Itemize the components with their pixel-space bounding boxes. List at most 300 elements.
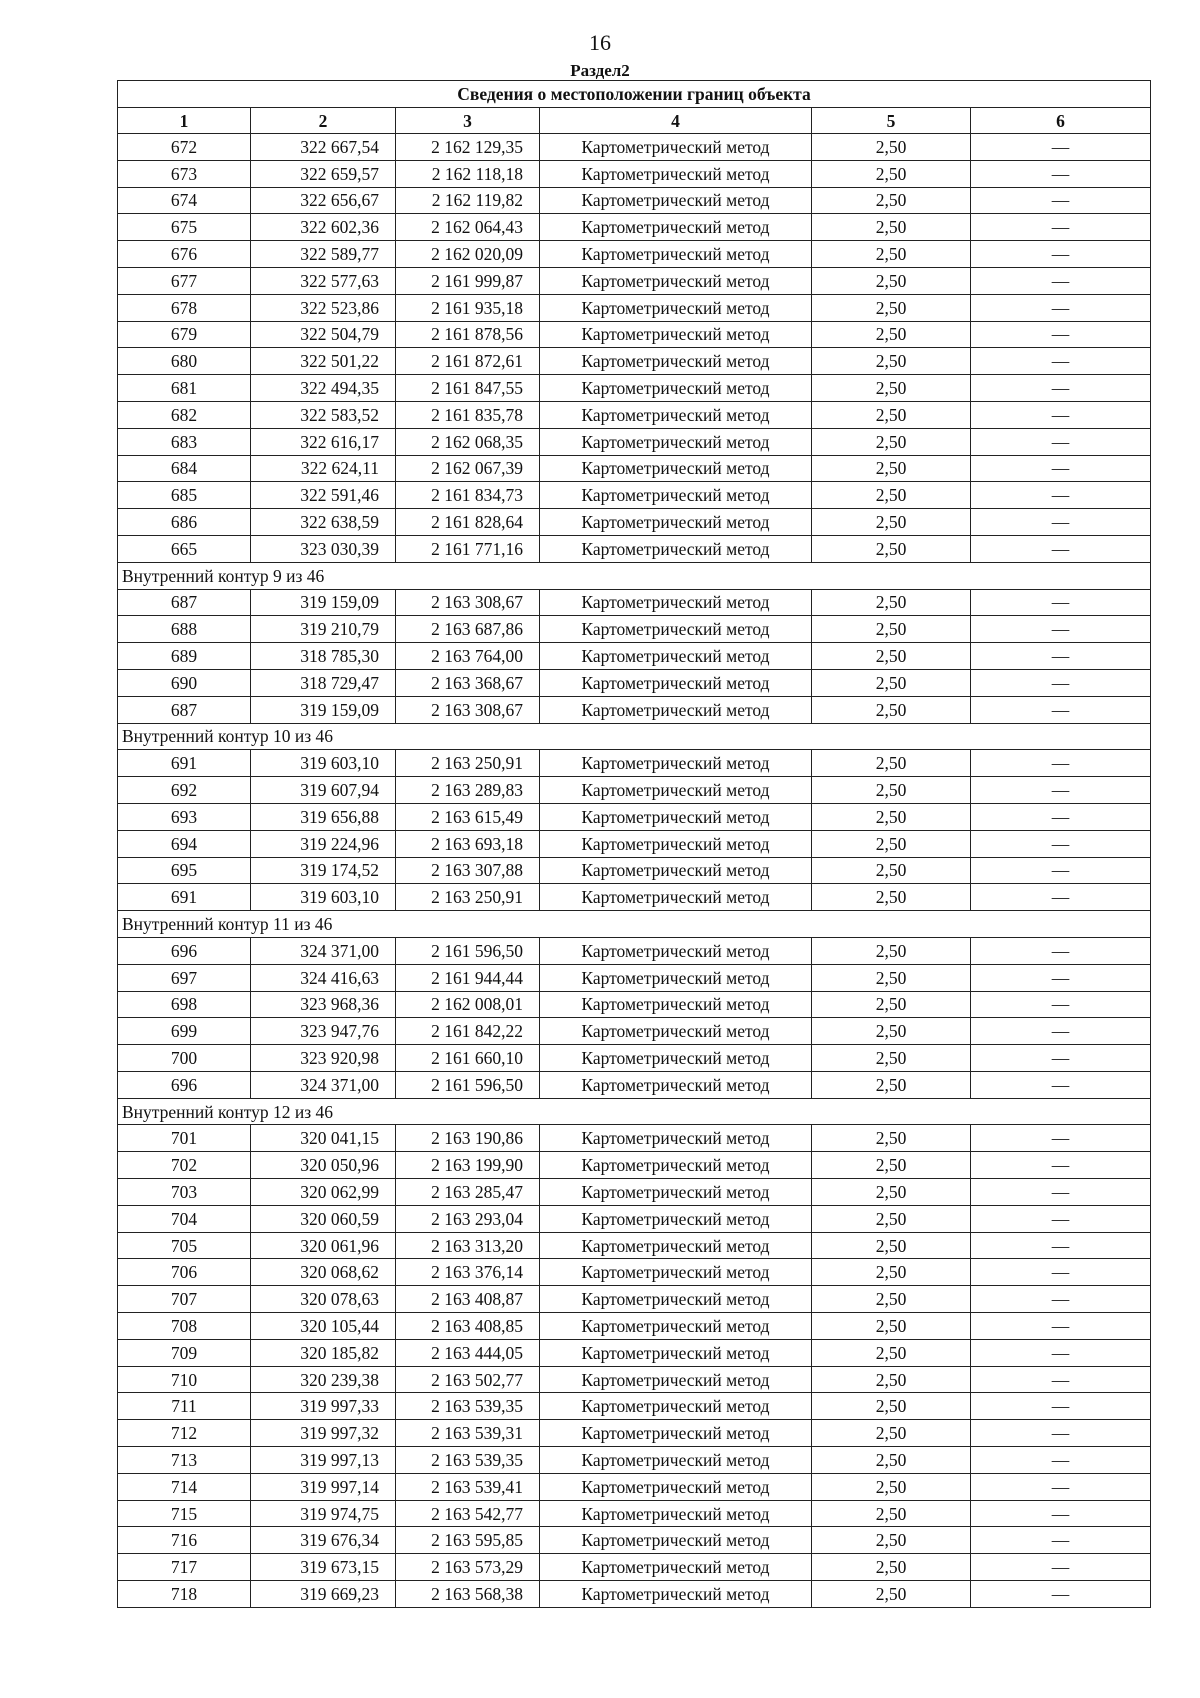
description-cell: — xyxy=(971,1152,1151,1179)
method-cell: Картометрический метод xyxy=(540,964,812,991)
method-cell: Картометрический метод xyxy=(540,1554,812,1581)
coordinate-x-cell: 320 068,62 xyxy=(251,1259,396,1286)
description-cell: — xyxy=(971,1447,1151,1474)
point-number-cell: 687 xyxy=(118,589,251,616)
coordinate-y-cell: 2 162 068,35 xyxy=(396,428,540,455)
coordinate-y-cell: 2 161 835,78 xyxy=(396,401,540,428)
description-cell: — xyxy=(971,884,1151,911)
coordinate-x-cell: 319 997,14 xyxy=(251,1473,396,1500)
coordinate-x-cell: 322 602,36 xyxy=(251,214,396,241)
accuracy-cell: 2,50 xyxy=(812,1473,971,1500)
table-row xyxy=(118,669,1151,696)
coordinate-y-cell: 2 163 573,29 xyxy=(396,1554,540,1581)
point-number-cell: 690 xyxy=(118,669,251,696)
accuracy-cell: 2,50 xyxy=(812,509,971,536)
accuracy-cell: 2,50 xyxy=(812,1286,971,1313)
coordinate-x-cell: 319 159,09 xyxy=(251,589,396,616)
method-cell: Картометрический метод xyxy=(540,375,812,402)
coordinate-y-cell: 2 163 190,86 xyxy=(396,1125,540,1152)
table-row xyxy=(118,348,1151,375)
description-cell: — xyxy=(971,241,1151,268)
table-row xyxy=(118,1179,1151,1206)
table-row xyxy=(118,1339,1151,1366)
coordinate-x-cell: 319 603,10 xyxy=(251,884,396,911)
method-cell: Картометрический метод xyxy=(540,1018,812,1045)
method-cell: Картометрический метод xyxy=(540,1339,812,1366)
method-cell: Картометрический метод xyxy=(540,1420,812,1447)
point-number-cell: 706 xyxy=(118,1259,251,1286)
description-cell: — xyxy=(971,643,1151,670)
coordinate-y-cell: 2 161 878,56 xyxy=(396,321,540,348)
section-title: Раздел2 xyxy=(570,61,630,80)
coordinate-x-cell: 319 669,23 xyxy=(251,1581,396,1608)
accuracy-cell: 2,50 xyxy=(812,937,971,964)
coordinate-x-cell: 322 577,63 xyxy=(251,267,396,294)
coordinate-y-cell: 2 161 847,55 xyxy=(396,375,540,402)
column-number-row xyxy=(118,108,1151,134)
description-cell: — xyxy=(971,1232,1151,1259)
page-number: 16 xyxy=(589,30,611,55)
accuracy-cell: 2,50 xyxy=(812,857,971,884)
coordinate-x-cell: 324 371,00 xyxy=(251,1071,396,1098)
accuracy-cell: 2,50 xyxy=(812,1232,971,1259)
method-cell: Картометрический метод xyxy=(540,777,812,804)
coordinate-x-cell: 322 494,35 xyxy=(251,375,396,402)
accuracy-cell: 2,50 xyxy=(812,964,971,991)
contour-header-row xyxy=(118,1098,1151,1125)
description-cell: — xyxy=(971,1473,1151,1500)
description-cell: — xyxy=(971,428,1151,455)
accuracy-cell: 2,50 xyxy=(812,455,971,482)
description-cell: — xyxy=(971,1339,1151,1366)
coordinate-x-cell: 322 616,17 xyxy=(251,428,396,455)
description-cell: — xyxy=(971,187,1151,214)
accuracy-cell: 2,50 xyxy=(812,294,971,321)
accuracy-cell: 2,50 xyxy=(812,1393,971,1420)
table-row xyxy=(118,1500,1151,1527)
contour-header-row xyxy=(118,723,1151,750)
table-row xyxy=(118,1581,1151,1608)
point-number-cell: 707 xyxy=(118,1286,251,1313)
contour-label: Внутренний контур 10 из 46 xyxy=(118,723,1151,750)
column-number: 4 xyxy=(540,108,812,134)
coordinate-y-cell: 2 161 828,64 xyxy=(396,509,540,536)
accuracy-cell: 2,50 xyxy=(812,160,971,187)
column-number: 6 xyxy=(971,108,1151,134)
coordinate-y-cell: 2 161 660,10 xyxy=(396,1045,540,1072)
accuracy-cell: 2,50 xyxy=(812,535,971,562)
coordinate-x-cell: 322 667,54 xyxy=(251,134,396,161)
point-number-cell: 699 xyxy=(118,1018,251,1045)
accuracy-cell: 2,50 xyxy=(812,1045,971,1072)
description-cell: — xyxy=(971,509,1151,536)
point-number-cell: 711 xyxy=(118,1393,251,1420)
description-cell: — xyxy=(971,160,1151,187)
description-cell: — xyxy=(971,455,1151,482)
point-number-cell: 714 xyxy=(118,1473,251,1500)
method-cell: Картометрический метод xyxy=(540,1205,812,1232)
coordinate-x-cell: 319 607,94 xyxy=(251,777,396,804)
coordinate-y-cell: 2 163 502,77 xyxy=(396,1366,540,1393)
method-cell: Картометрический метод xyxy=(540,1447,812,1474)
description-cell: — xyxy=(971,1420,1151,1447)
point-number-cell: 687 xyxy=(118,696,251,723)
description-cell: — xyxy=(971,1179,1151,1206)
table-row xyxy=(118,696,1151,723)
point-number-cell: 712 xyxy=(118,1420,251,1447)
coordinate-y-cell: 2 163 285,47 xyxy=(396,1179,540,1206)
point-number-cell: 680 xyxy=(118,348,251,375)
description-cell: — xyxy=(971,964,1151,991)
description-cell: — xyxy=(971,616,1151,643)
accuracy-cell: 2,50 xyxy=(812,803,971,830)
method-cell: Картометрический метод xyxy=(540,1581,812,1608)
accuracy-cell: 2,50 xyxy=(812,134,971,161)
table-row xyxy=(118,187,1151,214)
point-number-cell: 718 xyxy=(118,1581,251,1608)
point-number-cell: 672 xyxy=(118,134,251,161)
method-cell: Картометрический метод xyxy=(540,1179,812,1206)
coordinate-y-cell: 2 163 539,31 xyxy=(396,1420,540,1447)
point-number-cell: 698 xyxy=(118,991,251,1018)
coordinate-x-cell: 322 501,22 xyxy=(251,348,396,375)
point-number-cell: 701 xyxy=(118,1125,251,1152)
column-number: 3 xyxy=(396,108,540,134)
point-number-cell: 697 xyxy=(118,964,251,991)
coordinate-x-cell: 320 060,59 xyxy=(251,1205,396,1232)
coordinate-y-cell: 2 162 008,01 xyxy=(396,991,540,1018)
method-cell: Картометрический метод xyxy=(540,535,812,562)
table-row xyxy=(118,643,1151,670)
coordinate-y-cell: 2 161 596,50 xyxy=(396,937,540,964)
point-number-cell: 677 xyxy=(118,267,251,294)
coordinate-x-cell: 323 030,39 xyxy=(251,535,396,562)
point-number-cell: 679 xyxy=(118,321,251,348)
coordinate-y-cell: 2 161 935,18 xyxy=(396,294,540,321)
method-cell: Картометрический метод xyxy=(540,589,812,616)
table-caption-row xyxy=(118,81,1151,108)
description-cell: — xyxy=(971,991,1151,1018)
coordinate-y-cell: 2 163 764,00 xyxy=(396,643,540,670)
coordinate-x-cell: 319 159,09 xyxy=(251,696,396,723)
accuracy-cell: 2,50 xyxy=(812,777,971,804)
column-number: 1 xyxy=(118,108,251,134)
accuracy-cell: 2,50 xyxy=(812,1152,971,1179)
point-number-cell: 696 xyxy=(118,937,251,964)
coordinate-y-cell: 2 163 542,77 xyxy=(396,1500,540,1527)
description-cell: — xyxy=(971,375,1151,402)
description-cell: — xyxy=(971,1045,1151,1072)
table-row xyxy=(118,455,1151,482)
method-cell: Картометрический метод xyxy=(540,134,812,161)
table-row xyxy=(118,884,1151,911)
coordinate-x-cell: 319 676,34 xyxy=(251,1527,396,1554)
coordinate-y-cell: 2 163 444,05 xyxy=(396,1339,540,1366)
table-row xyxy=(118,803,1151,830)
table-row xyxy=(118,1045,1151,1072)
coordinate-x-cell: 322 591,46 xyxy=(251,482,396,509)
accuracy-cell: 2,50 xyxy=(812,401,971,428)
coordinate-y-cell: 2 162 118,18 xyxy=(396,160,540,187)
coordinate-y-cell: 2 161 999,87 xyxy=(396,267,540,294)
column-number: 2 xyxy=(251,108,396,134)
method-cell: Картометрический метод xyxy=(540,1259,812,1286)
point-number-cell: 684 xyxy=(118,455,251,482)
point-number-cell: 683 xyxy=(118,428,251,455)
point-number-cell: 696 xyxy=(118,1071,251,1098)
accuracy-cell: 2,50 xyxy=(812,321,971,348)
accuracy-cell: 2,50 xyxy=(812,482,971,509)
accuracy-cell: 2,50 xyxy=(812,428,971,455)
coordinate-y-cell: 2 163 539,41 xyxy=(396,1473,540,1500)
coordinate-x-cell: 320 185,82 xyxy=(251,1339,396,1366)
method-cell: Картометрический метод xyxy=(540,321,812,348)
contour-label: Внутренний контур 12 из 46 xyxy=(118,1098,1151,1125)
method-cell: Картометрический метод xyxy=(540,401,812,428)
method-cell: Картометрический метод xyxy=(540,187,812,214)
accuracy-cell: 2,50 xyxy=(812,643,971,670)
point-number-cell: 681 xyxy=(118,375,251,402)
table-row xyxy=(118,777,1151,804)
method-cell: Картометрический метод xyxy=(540,616,812,643)
point-number-cell: 705 xyxy=(118,1232,251,1259)
point-number-cell: 716 xyxy=(118,1527,251,1554)
accuracy-cell: 2,50 xyxy=(812,991,971,1018)
method-cell: Картометрический метод xyxy=(540,1125,812,1152)
table-row xyxy=(118,1259,1151,1286)
table-row xyxy=(118,991,1151,1018)
description-cell: — xyxy=(971,830,1151,857)
table-row xyxy=(118,937,1151,964)
coordinate-y-cell: 2 163 199,90 xyxy=(396,1152,540,1179)
accuracy-cell: 2,50 xyxy=(812,187,971,214)
coordinate-x-cell: 323 968,36 xyxy=(251,991,396,1018)
table-row xyxy=(118,428,1151,455)
coordinate-y-cell: 2 161 842,22 xyxy=(396,1018,540,1045)
table-row xyxy=(118,1286,1151,1313)
coordinate-x-cell: 319 974,75 xyxy=(251,1500,396,1527)
description-cell: — xyxy=(971,214,1151,241)
coordinate-y-cell: 2 162 020,09 xyxy=(396,241,540,268)
coordinate-x-cell: 318 785,30 xyxy=(251,643,396,670)
method-cell: Картометрический метод xyxy=(540,1366,812,1393)
coordinate-x-cell: 322 659,57 xyxy=(251,160,396,187)
coordinate-x-cell: 319 673,15 xyxy=(251,1554,396,1581)
description-cell: — xyxy=(971,669,1151,696)
description-cell: — xyxy=(971,857,1151,884)
description-cell: — xyxy=(971,803,1151,830)
method-cell: Картометрический метод xyxy=(540,160,812,187)
coordinate-y-cell: 2 163 693,18 xyxy=(396,830,540,857)
method-cell: Картометрический метод xyxy=(540,1500,812,1527)
coordinate-y-cell: 2 163 595,85 xyxy=(396,1527,540,1554)
point-number-cell: 678 xyxy=(118,294,251,321)
point-number-cell: 682 xyxy=(118,401,251,428)
contour-header-row xyxy=(118,562,1151,589)
contour-label: Внутренний контур 11 из 46 xyxy=(118,911,1151,938)
accuracy-cell: 2,50 xyxy=(812,1527,971,1554)
coordinate-x-cell: 322 656,67 xyxy=(251,187,396,214)
accuracy-cell: 2,50 xyxy=(812,1259,971,1286)
accuracy-cell: 2,50 xyxy=(812,616,971,643)
description-cell: — xyxy=(971,482,1151,509)
table-caption: Сведения о местоположении границ объекта xyxy=(118,81,1151,108)
method-cell: Картометрический метод xyxy=(540,348,812,375)
coordinate-x-cell: 319 997,33 xyxy=(251,1393,396,1420)
accuracy-cell: 2,50 xyxy=(812,1071,971,1098)
coordinate-y-cell: 2 163 308,67 xyxy=(396,696,540,723)
table-row xyxy=(118,1232,1151,1259)
table-row xyxy=(118,616,1151,643)
coordinate-y-cell: 2 161 872,61 xyxy=(396,348,540,375)
point-number-cell: 688 xyxy=(118,616,251,643)
description-cell: — xyxy=(971,401,1151,428)
contour-header-row xyxy=(118,911,1151,938)
method-cell: Картометрический метод xyxy=(540,643,812,670)
description-cell: — xyxy=(971,1554,1151,1581)
description-cell: — xyxy=(971,1018,1151,1045)
point-number-cell: 674 xyxy=(118,187,251,214)
description-cell: — xyxy=(971,1205,1151,1232)
point-number-cell: 713 xyxy=(118,1447,251,1474)
method-cell: Картометрический метод xyxy=(540,1393,812,1420)
point-number-cell: 708 xyxy=(118,1313,251,1340)
table-row xyxy=(118,134,1151,161)
description-cell: — xyxy=(971,1286,1151,1313)
description-cell: — xyxy=(971,696,1151,723)
accuracy-cell: 2,50 xyxy=(812,1125,971,1152)
coordinate-x-cell: 320 078,63 xyxy=(251,1286,396,1313)
method-cell: Картометрический метод xyxy=(540,214,812,241)
accuracy-cell: 2,50 xyxy=(812,1205,971,1232)
description-cell: — xyxy=(971,1366,1151,1393)
method-cell: Картометрический метод xyxy=(540,750,812,777)
point-number-cell: 693 xyxy=(118,803,251,830)
table-row xyxy=(118,294,1151,321)
accuracy-cell: 2,50 xyxy=(812,669,971,696)
boundary-coordinates-table xyxy=(117,80,1151,1608)
coordinate-x-cell: 320 050,96 xyxy=(251,1152,396,1179)
coordinate-y-cell: 2 162 119,82 xyxy=(396,187,540,214)
coordinate-x-cell: 322 624,11 xyxy=(251,455,396,482)
coordinate-y-cell: 2 163 293,04 xyxy=(396,1205,540,1232)
accuracy-cell: 2,50 xyxy=(812,1313,971,1340)
point-number-cell: 673 xyxy=(118,160,251,187)
table-row xyxy=(118,750,1151,777)
method-cell: Картометрический метод xyxy=(540,669,812,696)
description-cell: — xyxy=(971,348,1151,375)
contour-label: Внутренний контур 9 из 46 xyxy=(118,562,1151,589)
coordinate-y-cell: 2 163 408,85 xyxy=(396,1313,540,1340)
accuracy-cell: 2,50 xyxy=(812,1179,971,1206)
description-cell: — xyxy=(971,1500,1151,1527)
method-cell: Картометрический метод xyxy=(540,1232,812,1259)
coordinate-x-cell: 320 239,38 xyxy=(251,1366,396,1393)
coordinate-y-cell: 2 163 250,91 xyxy=(396,750,540,777)
coordinate-x-cell: 323 947,76 xyxy=(251,1018,396,1045)
method-cell: Картометрический метод xyxy=(540,1313,812,1340)
description-cell: — xyxy=(971,777,1151,804)
coordinate-x-cell: 320 061,96 xyxy=(251,1232,396,1259)
coordinate-y-cell: 2 163 539,35 xyxy=(396,1393,540,1420)
coordinate-y-cell: 2 163 539,35 xyxy=(396,1447,540,1474)
table-row xyxy=(118,535,1151,562)
table-row xyxy=(118,1447,1151,1474)
description-cell: — xyxy=(971,1527,1151,1554)
table-row xyxy=(118,1527,1151,1554)
accuracy-cell: 2,50 xyxy=(812,1420,971,1447)
coordinate-y-cell: 2 163 376,14 xyxy=(396,1259,540,1286)
accuracy-cell: 2,50 xyxy=(812,214,971,241)
table-row xyxy=(118,267,1151,294)
coordinate-x-cell: 322 583,52 xyxy=(251,401,396,428)
method-cell: Картометрический метод xyxy=(540,937,812,964)
coordinate-x-cell: 319 603,10 xyxy=(251,750,396,777)
point-number-cell: 700 xyxy=(118,1045,251,1072)
accuracy-cell: 2,50 xyxy=(812,241,971,268)
point-number-cell: 665 xyxy=(118,535,251,562)
coordinate-y-cell: 2 163 687,86 xyxy=(396,616,540,643)
method-cell: Картометрический метод xyxy=(540,1527,812,1554)
table-row xyxy=(118,1018,1151,1045)
method-cell: Картометрический метод xyxy=(540,509,812,536)
coordinate-y-cell: 2 163 568,38 xyxy=(396,1581,540,1608)
coordinate-y-cell: 2 163 308,67 xyxy=(396,589,540,616)
coordinate-y-cell: 2 163 368,67 xyxy=(396,669,540,696)
coordinate-x-cell: 324 371,00 xyxy=(251,937,396,964)
point-number-cell: 694 xyxy=(118,830,251,857)
accuracy-cell: 2,50 xyxy=(812,348,971,375)
coordinate-x-cell: 319 210,79 xyxy=(251,616,396,643)
coordinate-x-cell: 319 997,32 xyxy=(251,1420,396,1447)
coordinate-x-cell: 324 416,63 xyxy=(251,964,396,991)
point-number-cell: 703 xyxy=(118,1179,251,1206)
coordinate-x-cell: 319 997,13 xyxy=(251,1447,396,1474)
point-number-cell: 717 xyxy=(118,1554,251,1581)
coordinate-y-cell: 2 162 067,39 xyxy=(396,455,540,482)
table-row xyxy=(118,857,1151,884)
point-number-cell: 689 xyxy=(118,643,251,670)
coordinate-x-cell: 323 920,98 xyxy=(251,1045,396,1072)
table-row xyxy=(118,241,1151,268)
table-row xyxy=(118,1554,1151,1581)
coordinate-x-cell: 320 041,15 xyxy=(251,1125,396,1152)
coordinate-y-cell: 2 163 250,91 xyxy=(396,884,540,911)
method-cell: Картометрический метод xyxy=(540,991,812,1018)
table-row xyxy=(118,830,1151,857)
accuracy-cell: 2,50 xyxy=(812,589,971,616)
table-row xyxy=(118,1125,1151,1152)
table-row xyxy=(118,160,1151,187)
description-cell: — xyxy=(971,321,1151,348)
description-cell: — xyxy=(971,750,1151,777)
coordinate-x-cell: 320 105,44 xyxy=(251,1313,396,1340)
table-row xyxy=(118,1366,1151,1393)
method-cell: Картометрический метод xyxy=(540,696,812,723)
coordinate-x-cell: 322 523,86 xyxy=(251,294,396,321)
accuracy-cell: 2,50 xyxy=(812,1581,971,1608)
description-cell: — xyxy=(971,1071,1151,1098)
accuracy-cell: 2,50 xyxy=(812,830,971,857)
coordinate-x-cell: 322 589,77 xyxy=(251,241,396,268)
column-number: 5 xyxy=(812,108,971,134)
method-cell: Картометрический метод xyxy=(540,1286,812,1313)
accuracy-cell: 2,50 xyxy=(812,267,971,294)
method-cell: Картометрический метод xyxy=(540,455,812,482)
method-cell: Картометрический метод xyxy=(540,1473,812,1500)
table-row xyxy=(118,214,1151,241)
table-row xyxy=(118,509,1151,536)
